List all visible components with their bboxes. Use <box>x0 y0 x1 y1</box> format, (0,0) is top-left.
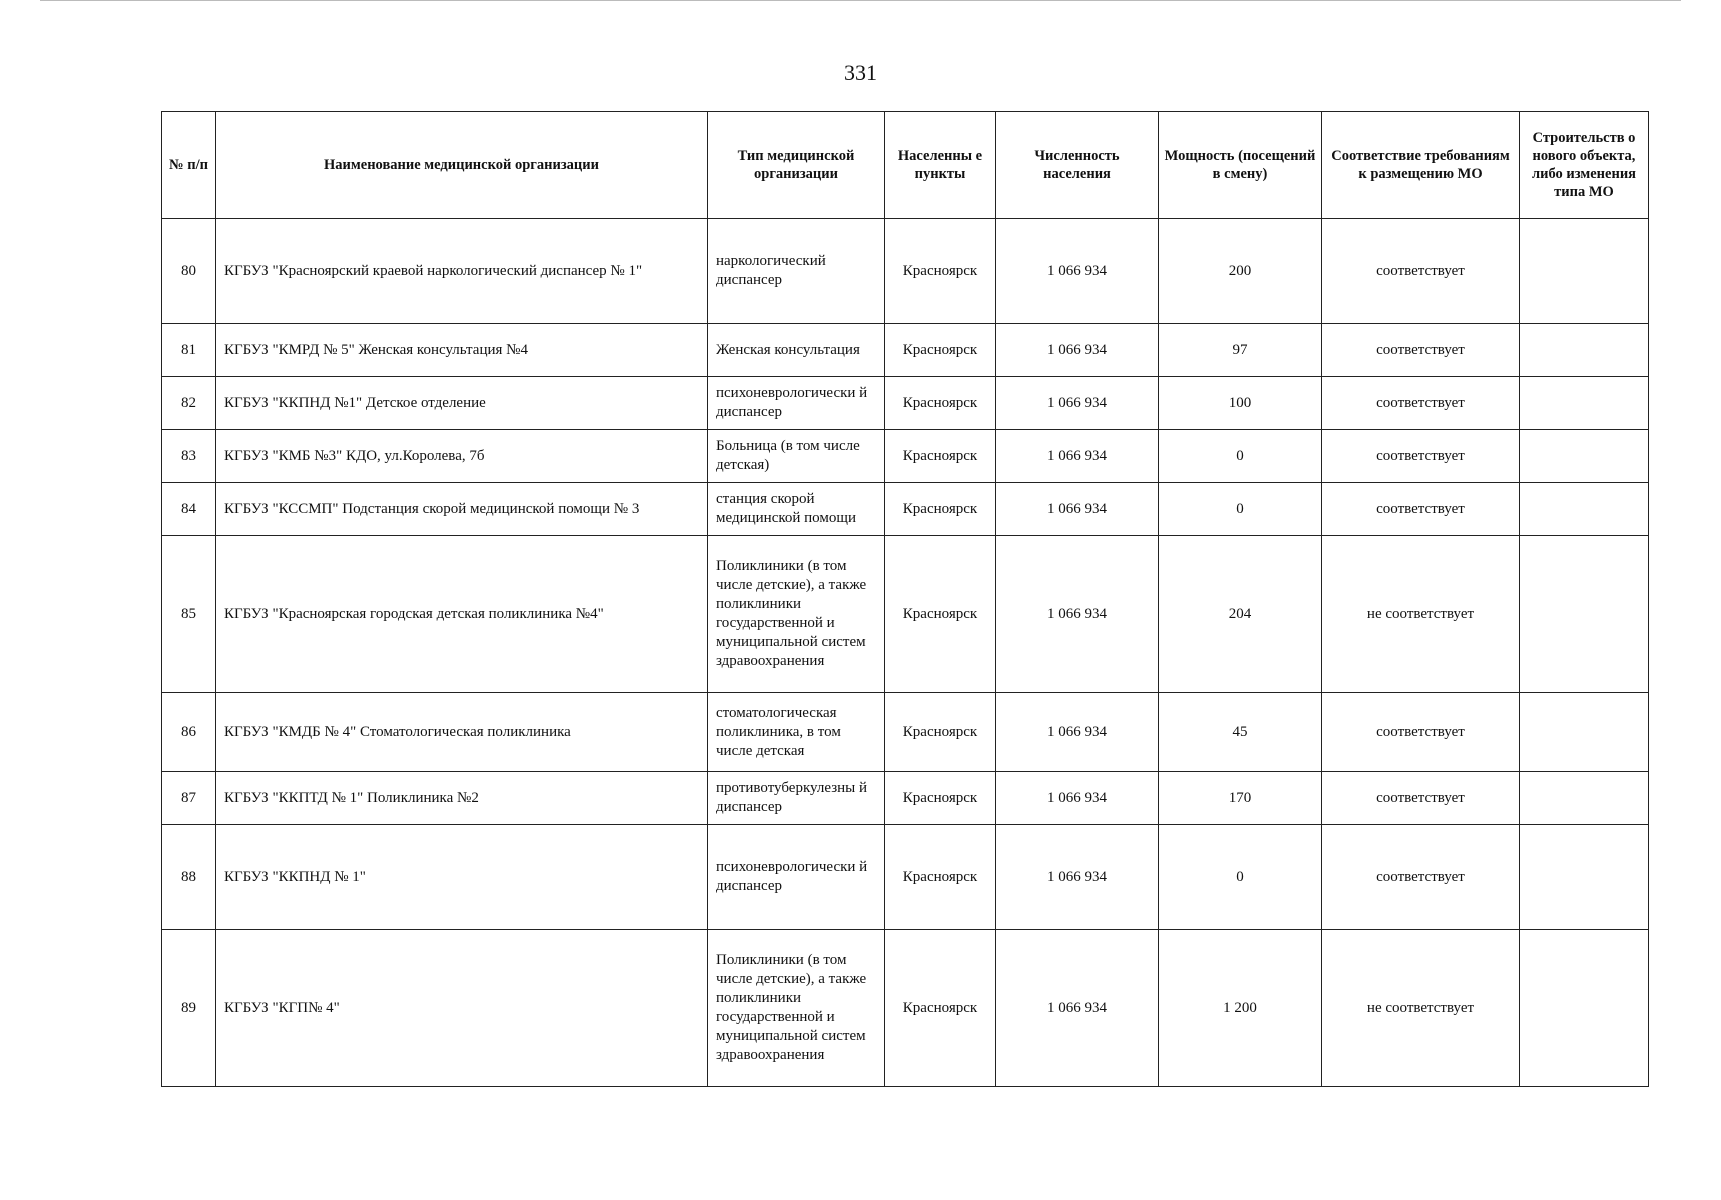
population: 1 066 934 <box>996 324 1159 377</box>
compliance: соответствует <box>1322 377 1520 430</box>
header-settlement: Населенны е пункты <box>885 112 996 219</box>
table-row <box>162 930 1649 1087</box>
compliance: соответствует <box>1322 483 1520 536</box>
row-number: 80 <box>162 219 216 324</box>
organization-type: противотуберкулезны й диспансер <box>708 772 885 825</box>
page-number: 331 <box>844 60 877 85</box>
compliance: не соответствует <box>1322 536 1520 693</box>
settlement: Красноярск <box>885 219 996 324</box>
population: 1 066 934 <box>996 219 1159 324</box>
organization-name: КГБУЗ "КГП№ 4" <box>216 930 708 1087</box>
row-number: 86 <box>162 693 216 772</box>
organization-name: КГБУЗ "КМРД № 5" Женская консультация №4 <box>216 324 708 377</box>
construction <box>1520 483 1649 536</box>
header-type: Тип медицинской организации <box>708 112 885 219</box>
population: 1 066 934 <box>996 430 1159 483</box>
capacity: 204 <box>1159 536 1322 693</box>
construction <box>1520 772 1649 825</box>
construction <box>1520 219 1649 324</box>
organization-name: КГБУЗ "ККПНД № 1" <box>216 825 708 930</box>
population: 1 066 934 <box>996 536 1159 693</box>
construction <box>1520 693 1649 772</box>
capacity: 0 <box>1159 483 1322 536</box>
table-row <box>162 219 1649 324</box>
organization-name: КГБУЗ "КССМП" Подстанция скорой медицинской помощи № 3 <box>216 483 708 536</box>
population: 1 066 934 <box>996 377 1159 430</box>
row-number: 88 <box>162 825 216 930</box>
organization-type: Поликлиники (в том числе детские), а также поликлиники государственной и муниципальной систем здравоохранения <box>708 536 885 693</box>
capacity: 0 <box>1159 825 1322 930</box>
table-header-row <box>162 112 1649 219</box>
header-num: № п/п <box>162 112 216 219</box>
settlement: Красноярск <box>885 772 996 825</box>
organization-type: психоневрологически й диспансер <box>708 377 885 430</box>
header-compliance: Соответствие требованиям к размещению МО <box>1322 112 1520 219</box>
row-number: 89 <box>162 930 216 1087</box>
settlement: Красноярск <box>885 430 996 483</box>
capacity: 170 <box>1159 772 1322 825</box>
compliance: соответствует <box>1322 772 1520 825</box>
row-number: 85 <box>162 536 216 693</box>
capacity: 100 <box>1159 377 1322 430</box>
construction <box>1520 377 1649 430</box>
construction <box>1520 324 1649 377</box>
organization-type: станция скорой медицинской помощи <box>708 483 885 536</box>
table-row <box>162 430 1649 483</box>
organization-type: Женская консультация <box>708 324 885 377</box>
row-number: 81 <box>162 324 216 377</box>
settlement: Красноярск <box>885 483 996 536</box>
organization-name: КГБУЗ "Красноярская городская детская поликлиника №4" <box>216 536 708 693</box>
table-row <box>162 772 1649 825</box>
compliance: соответствует <box>1322 825 1520 930</box>
header-construction: Строительств о нового объекта, либо изменения типа МО <box>1520 112 1649 219</box>
header-population: Численность населения <box>996 112 1159 219</box>
row-number: 84 <box>162 483 216 536</box>
table-row <box>162 693 1649 772</box>
population: 1 066 934 <box>996 772 1159 825</box>
medical-organizations-table <box>161 111 1649 1087</box>
organization-name: КГБУЗ "ККПТД № 1" Поликлиника №2 <box>216 772 708 825</box>
top-border-line <box>40 0 1681 1</box>
population: 1 066 934 <box>996 825 1159 930</box>
capacity: 45 <box>1159 693 1322 772</box>
table-row <box>162 825 1649 930</box>
population: 1 066 934 <box>996 930 1159 1087</box>
organization-type: наркологический диспансер <box>708 219 885 324</box>
capacity: 1 200 <box>1159 930 1322 1087</box>
construction <box>1520 930 1649 1087</box>
organization-type: стоматологическая поликлиника, в том числе детская <box>708 693 885 772</box>
table-row <box>162 324 1649 377</box>
capacity: 97 <box>1159 324 1322 377</box>
organization-name: КГБУЗ "КМБ №3" КДО, ул.Королева, 7б <box>216 430 708 483</box>
organization-name: КГБУЗ "ККПНД №1" Детское отделение <box>216 377 708 430</box>
population: 1 066 934 <box>996 693 1159 772</box>
settlement: Красноярск <box>885 324 996 377</box>
compliance: соответствует <box>1322 219 1520 324</box>
construction <box>1520 536 1649 693</box>
settlement: Красноярск <box>885 825 996 930</box>
organization-name: КГБУЗ "КМДБ № 4" Стоматологическая поликлиника <box>216 693 708 772</box>
compliance: соответствует <box>1322 430 1520 483</box>
capacity: 200 <box>1159 219 1322 324</box>
settlement: Красноярск <box>885 693 996 772</box>
header-capacity: Мощность (посещений в смену) <box>1159 112 1322 219</box>
capacity: 0 <box>1159 430 1322 483</box>
organization-name: КГБУЗ "Красноярский краевой наркологический диспансер № 1" <box>216 219 708 324</box>
compliance: соответствует <box>1322 324 1520 377</box>
settlement: Красноярск <box>885 930 996 1087</box>
table-row <box>162 483 1649 536</box>
table-row <box>162 536 1649 693</box>
organization-type: психоневрологически й диспансер <box>708 825 885 930</box>
construction <box>1520 430 1649 483</box>
population: 1 066 934 <box>996 483 1159 536</box>
organization-type: Больница (в том числе детская) <box>708 430 885 483</box>
compliance: соответствует <box>1322 693 1520 772</box>
compliance: не соответствует <box>1322 930 1520 1087</box>
organization-type: Поликлиники (в том числе детские), а также поликлиники государственной и муниципальной систем здравоохранения <box>708 930 885 1087</box>
row-number: 82 <box>162 377 216 430</box>
settlement: Красноярск <box>885 536 996 693</box>
row-number: 87 <box>162 772 216 825</box>
header-name: Наименование медицинской организации <box>216 112 708 219</box>
table-row <box>162 377 1649 430</box>
construction <box>1520 825 1649 930</box>
row-number: 83 <box>162 430 216 483</box>
settlement: Красноярск <box>885 377 996 430</box>
